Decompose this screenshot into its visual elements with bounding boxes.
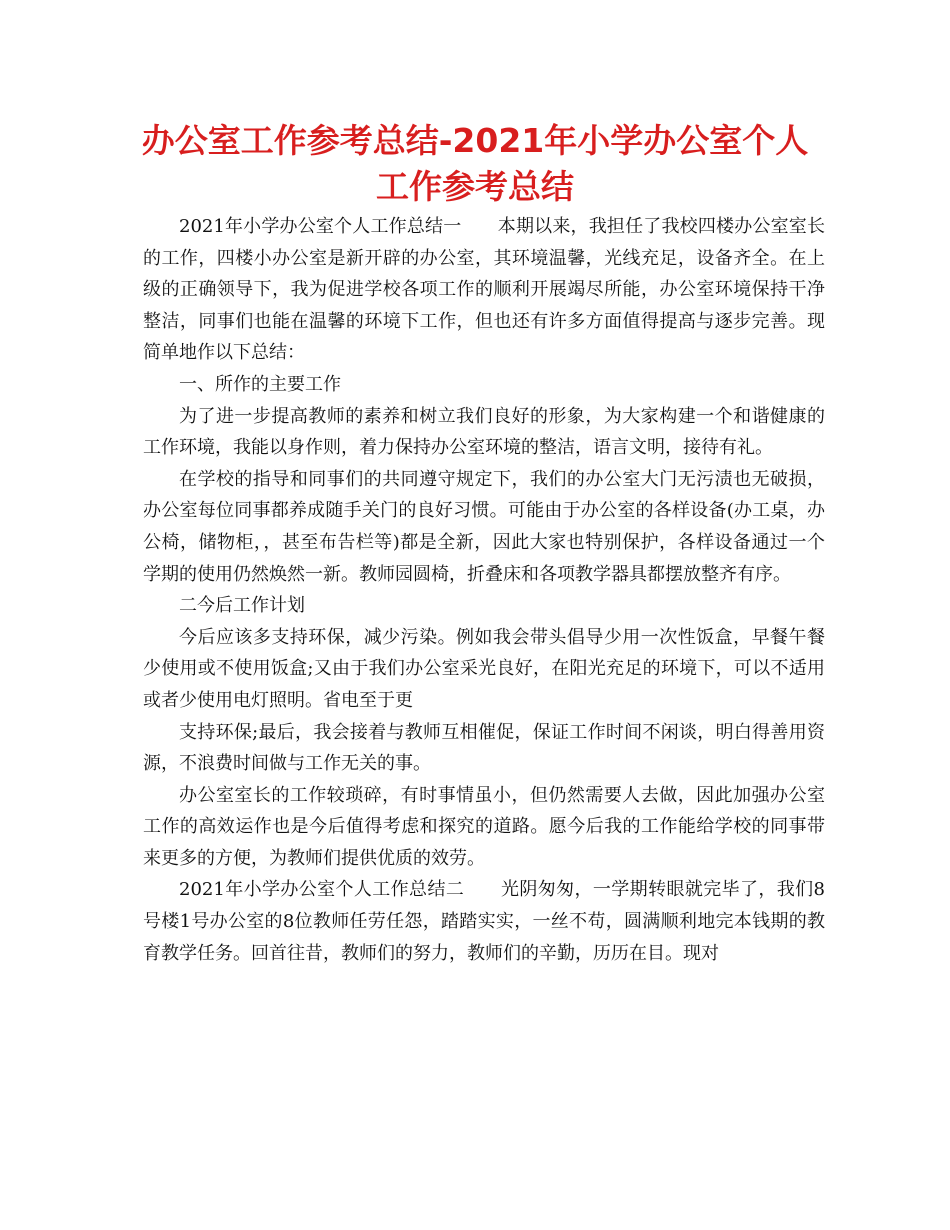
paragraph-intro-1: 2021年小学办公室个人工作总结一 本期以来，我担任了我校四楼办公室室长的工作，四楼小办公室是新开辟的办公室，其环境温馨，光线充足，设备齐全。在上级的正确领导下，我为促进学校各项工作的顺利开展竭尽所能，办公室环境保持干净整洁，同事们也能在温馨的环境下工作，但也还有许多方面值得提高与逐步完善。现简单地作以下总结： [143, 216, 825, 364]
paragraph-office-head: 办公室室长的工作较琐碎，有时事情虽小，但仍然需要人去做，因此加强办公室工作的高效运作也是今后值得考虑和探究的道路。愿今后我的工作能给学校的同事带来更多的方便，为教师们提供优质的效劳。 [143, 784, 825, 869]
paragraph-resources: 支持环保;最后，我会接着与教师互相催促，保证工作时间不闲谈，明白得善用资源，不浪费时间做与工作无关的事。 [143, 721, 825, 775]
paragraph-environment: 今后应该多支持环保，减少污染。例如我会带头倡导少用一次性饭盒，早餐午餐少使用或不使用饭盒;又由于我们办公室采光良好，在阳光充足的环境下，可以不适用或者少使用电灯照明。省电至于更 [143, 626, 825, 711]
paragraph-image: 为了进一步提高教师的素养和树立我们良好的形象，为大家构建一个和谐健康的工作环境，我能以身作则，着力保持办公室环境的整洁，语言文明，接待有礼。 [143, 405, 825, 459]
section-heading-future-plan: 二今后工作计划 [179, 595, 305, 617]
document-title: 办公室工作参考总结-2021年小学办公室个人工作参考总结 [141, 121, 809, 206]
section-heading-main-work: 一、所作的主要工作 [179, 373, 341, 395]
paragraph-office-rules: 在学校的指导和同事们的共同遵守规定下，我们的办公室大门无污渍也无破损，办公室每位同事都养成随手关门的良好习惯。可能由于办公室的各样设备(办工桌，办公椅，储物柜，，甚至布告栏等)都是全新，因此大家也特别保护，各样设备通过一个学期的使用仍然焕然一新。教师园圆椅，折叠床和各项教学器具都摆放整齐有序。 [143, 468, 825, 585]
document-body [143, 211, 825, 969]
paragraph-intro-2: 2021年小学办公室个人工作总结二 光阴匆匆，一学期转眼就完毕了，我们8号楼1号办公室的8位教师任劳任怨，踏踏实实，一丝不苟，圆满顺利地完本钱期的教育教学任务。回首往昔，教师们的努力，教师们的辛勤，历历在目。现对 [143, 879, 825, 964]
